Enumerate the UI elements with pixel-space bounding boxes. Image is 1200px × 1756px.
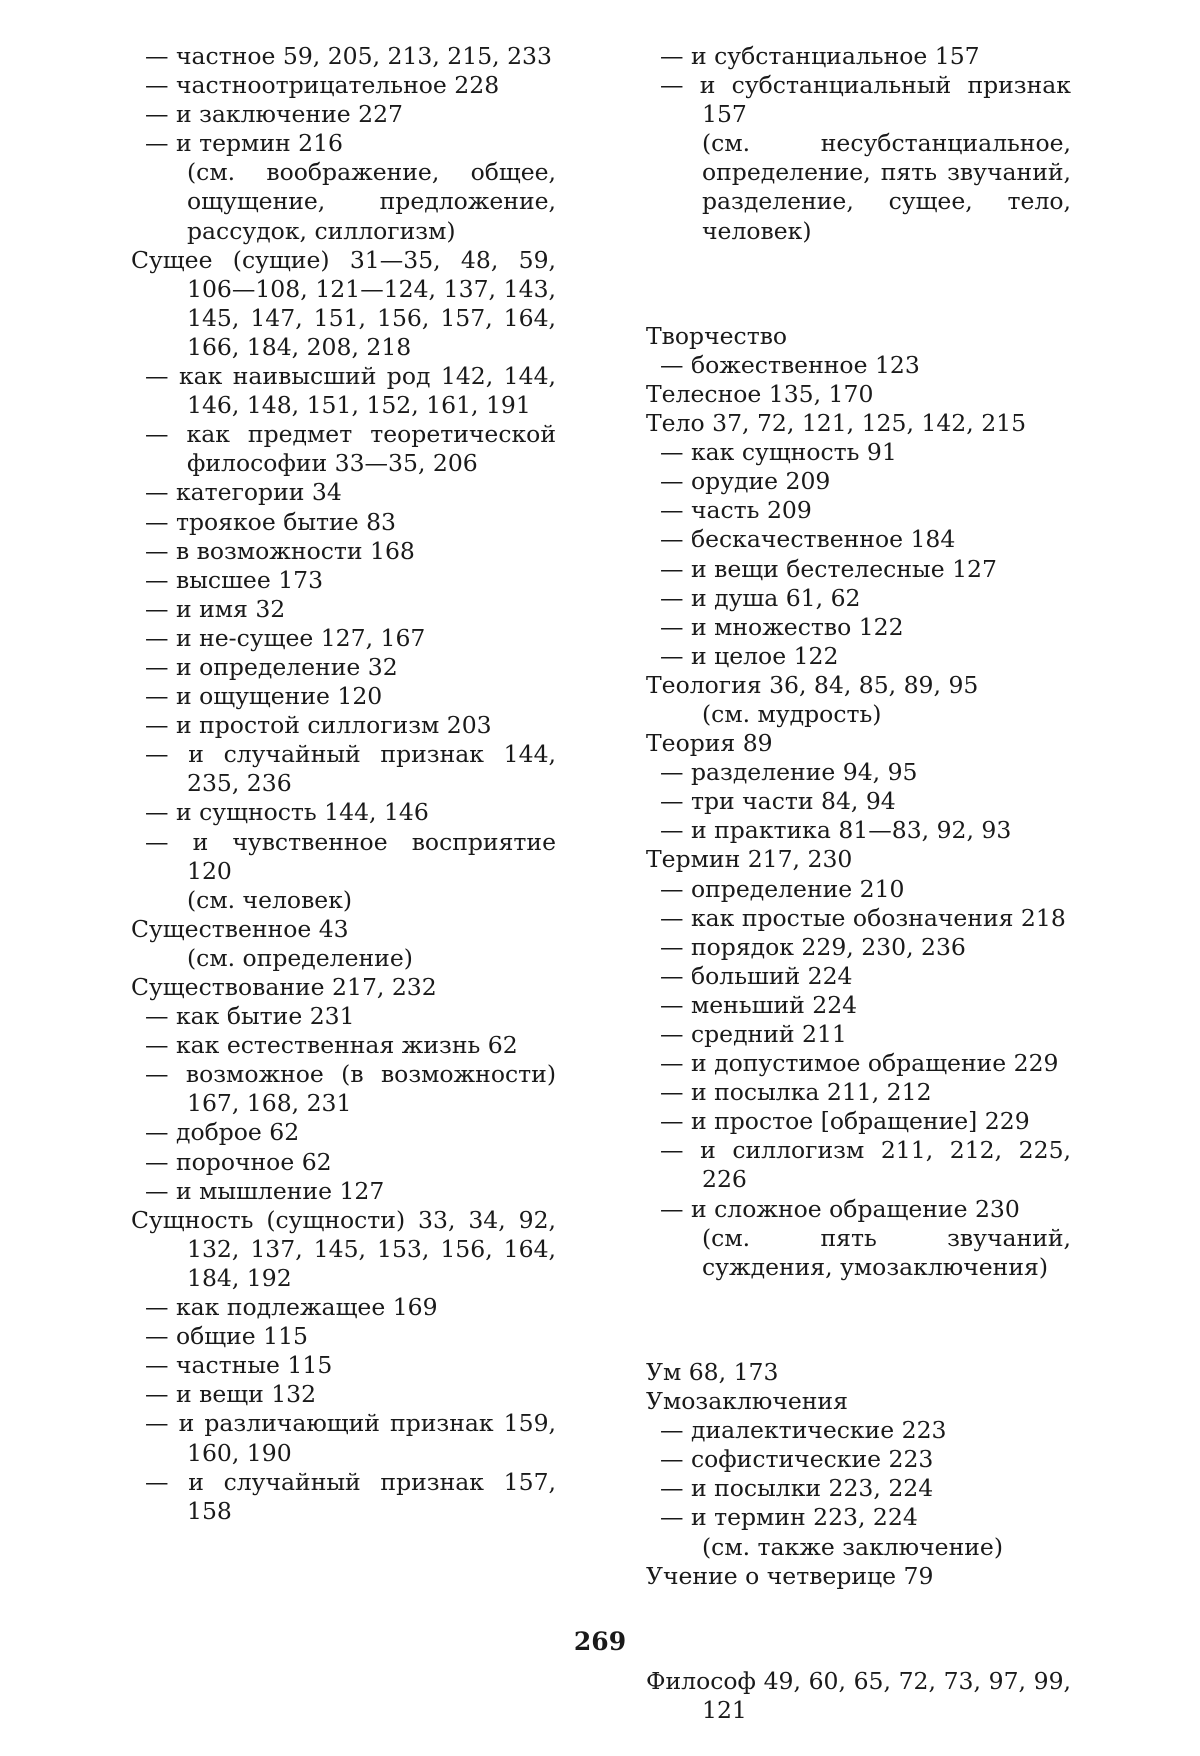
index-subentry: — как бытие 231 bbox=[145, 1002, 355, 1031]
index-subentry: — доброе 62 bbox=[145, 1118, 300, 1147]
index-subentry: — три части 84, 94 bbox=[660, 787, 896, 816]
index-subentry: — и вещи бестелесные 127 bbox=[660, 554, 997, 583]
index-heading: Теология 36, 84, 85, 89, 95 bbox=[646, 670, 979, 699]
index-subentry: — определение 210 bbox=[660, 874, 905, 903]
index-subentry: — и ощущение 120 bbox=[145, 682, 383, 711]
index-subentry: — и душа 61, 62 bbox=[660, 583, 861, 612]
index-subentry: — и простое [обращение] 229 bbox=[660, 1107, 1030, 1136]
index-subentry: — в возможности 168 bbox=[145, 536, 415, 565]
index-subentry: — как подлежащее 169 bbox=[145, 1293, 438, 1322]
index-subentry: — частное 59, 205, 213, 215, 233 bbox=[145, 42, 552, 70]
index-subentry: — и силлогизм 211, 212, 225, 226 bbox=[660, 1136, 1071, 1194]
index-subentry: — софистические 223 bbox=[660, 1445, 934, 1474]
index-subentry: — и практика 81—83, 92, 93 bbox=[660, 816, 1012, 845]
index-subentry: — и субстанциальный признак 157 bbox=[660, 71, 1071, 129]
index-heading: Существование 217, 232 bbox=[131, 973, 437, 1001]
index-subentry: — и термин 216 bbox=[145, 129, 343, 158]
index-subentry: — и целое 122 bbox=[660, 641, 839, 670]
index-subentry: — и сущность 144, 146 bbox=[145, 798, 429, 827]
index-subentry: — как сущность 91 bbox=[660, 438, 897, 467]
index-heading: Сущее (сущие) 31—35, 48, 59, 106—108, 121—124, 137, 143, 145, 147, 151, 156, 157, 164, 166, 184, 208, 218 bbox=[131, 245, 556, 361]
index-subentry: — и различающий признак 159, 160, 190 bbox=[145, 1409, 556, 1467]
index-subentry: — и случайный признак 144, 235, 236 bbox=[145, 740, 556, 798]
index-subentry: — и посылка 211, 212 bbox=[660, 1078, 932, 1107]
index-subentry: — диалектические 223 bbox=[660, 1416, 947, 1445]
index-heading: Умозаключения bbox=[646, 1387, 848, 1416]
index-subentry: — частноотрицательное 228 bbox=[145, 71, 500, 100]
index-heading: Сущность (сущности) 33, 34, 92, 132, 137, 145, 153, 156, 164, 184, 192 bbox=[131, 1205, 556, 1292]
index-subentry: — как естественная жизнь 62 bbox=[145, 1031, 518, 1060]
index-subentry: — и допустимое обращение 229 bbox=[660, 1049, 1059, 1078]
index-subentry: — как предмет теоретической философии 33—35, 206 bbox=[145, 420, 556, 478]
index-heading: Творчество bbox=[646, 321, 788, 350]
index-cross-reference: (см. также заключение) bbox=[702, 1532, 1003, 1561]
index-subentry: — и мышление 127 bbox=[145, 1176, 385, 1205]
index-heading: Теория 89 bbox=[646, 729, 773, 758]
index-subentry: — и термин 223, 224 bbox=[660, 1503, 918, 1532]
index-subentry: — орудие 209 bbox=[660, 467, 831, 496]
index-subentry: — как наивысший род 142, 144, 146, 148, 151, 152, 161, 191 bbox=[145, 362, 556, 420]
index-subentry: — общие 115 bbox=[145, 1322, 309, 1351]
index-cross-reference: (см. определение) bbox=[187, 943, 413, 972]
index-cross-reference: (см. мудрость) bbox=[702, 699, 882, 728]
index-heading: Телесное 135, 170 bbox=[646, 379, 874, 408]
index-subentry: — частные 115 bbox=[145, 1351, 333, 1380]
index-gap bbox=[646, 269, 1071, 298]
index-subentry: — и сложное обращение 230 bbox=[660, 1194, 1020, 1223]
index-subentry: — и субстанциальное 157 bbox=[660, 42, 980, 70]
index-subentry: — и не-сущее 127, 167 bbox=[145, 623, 426, 652]
index-subentry: — возможное (в возможности) 167, 168, 231 bbox=[145, 1060, 556, 1118]
index-subentry: — порочное 62 bbox=[145, 1147, 332, 1176]
index-heading: Тело 37, 72, 121, 125, 142, 215 bbox=[646, 409, 1027, 438]
index-subentry: — бескачественное 184 bbox=[660, 525, 956, 554]
index-subentry: — больший 224 bbox=[660, 961, 853, 990]
index-subentry: — как простые обозначения 218 bbox=[660, 903, 1066, 932]
index-heading: Учение о четверице 79 bbox=[646, 1561, 934, 1590]
index-subentry: — божественное 123 bbox=[660, 350, 920, 379]
index-cross-reference: (см. человек) bbox=[187, 885, 353, 914]
index-subentry: — высшее 173 bbox=[145, 565, 324, 594]
index-cross-reference: (см. воображение, общее, ощущение, предложение, рассудок, силлогизм) bbox=[187, 158, 556, 245]
index-subentry: — разделение 94, 95 bbox=[660, 758, 918, 787]
index-subentry: — меньший 224 bbox=[660, 990, 858, 1019]
page-number: 269 bbox=[573, 1627, 627, 1656]
index-heading: Философ 49, 60, 65, 72, 73, 97, 99, 121 bbox=[646, 1666, 1071, 1724]
index-heading: Термин 217, 230 bbox=[646, 845, 853, 874]
index-cross-reference: (см. пять звучаний, суждения, умозаключения) bbox=[702, 1223, 1071, 1281]
index-heading: Существенное 43 bbox=[131, 914, 349, 943]
index-subentry: — категории 34 bbox=[145, 478, 342, 507]
index-subentry: — и множество 122 bbox=[660, 612, 904, 641]
index-subentry: — троякое бытие 83 bbox=[145, 507, 396, 536]
index-subentry: — и определение 32 bbox=[145, 652, 398, 681]
index-subentry: — и чувственное восприятие 120 bbox=[145, 827, 556, 885]
index-subentry: — порядок 229, 230, 236 bbox=[660, 932, 966, 961]
index-column-left bbox=[131, 42, 556, 1526]
index-gap bbox=[646, 1305, 1071, 1334]
index-subentry: — и случайный признак 157, 158 bbox=[145, 1467, 556, 1525]
index-subentry: — и имя 32 bbox=[145, 594, 286, 623]
index-subentry: — и вещи 132 bbox=[145, 1380, 317, 1409]
index-subentry: — и посылки 223, 224 bbox=[660, 1474, 934, 1503]
index-cross-reference: (см. несубстанциальное, определение, пять звучаний, разделение, сущее, тело, человек) bbox=[702, 129, 1071, 245]
index-subentry: — средний 211 bbox=[660, 1020, 847, 1048]
index-column-right bbox=[646, 42, 1071, 1725]
index-heading: Ум 68, 173 bbox=[646, 1357, 779, 1386]
index-subentry: — и простой силлогизм 203 bbox=[145, 711, 492, 740]
index-subentry: — и заключение 227 bbox=[145, 100, 404, 129]
index-subentry: — часть 209 bbox=[660, 496, 812, 525]
